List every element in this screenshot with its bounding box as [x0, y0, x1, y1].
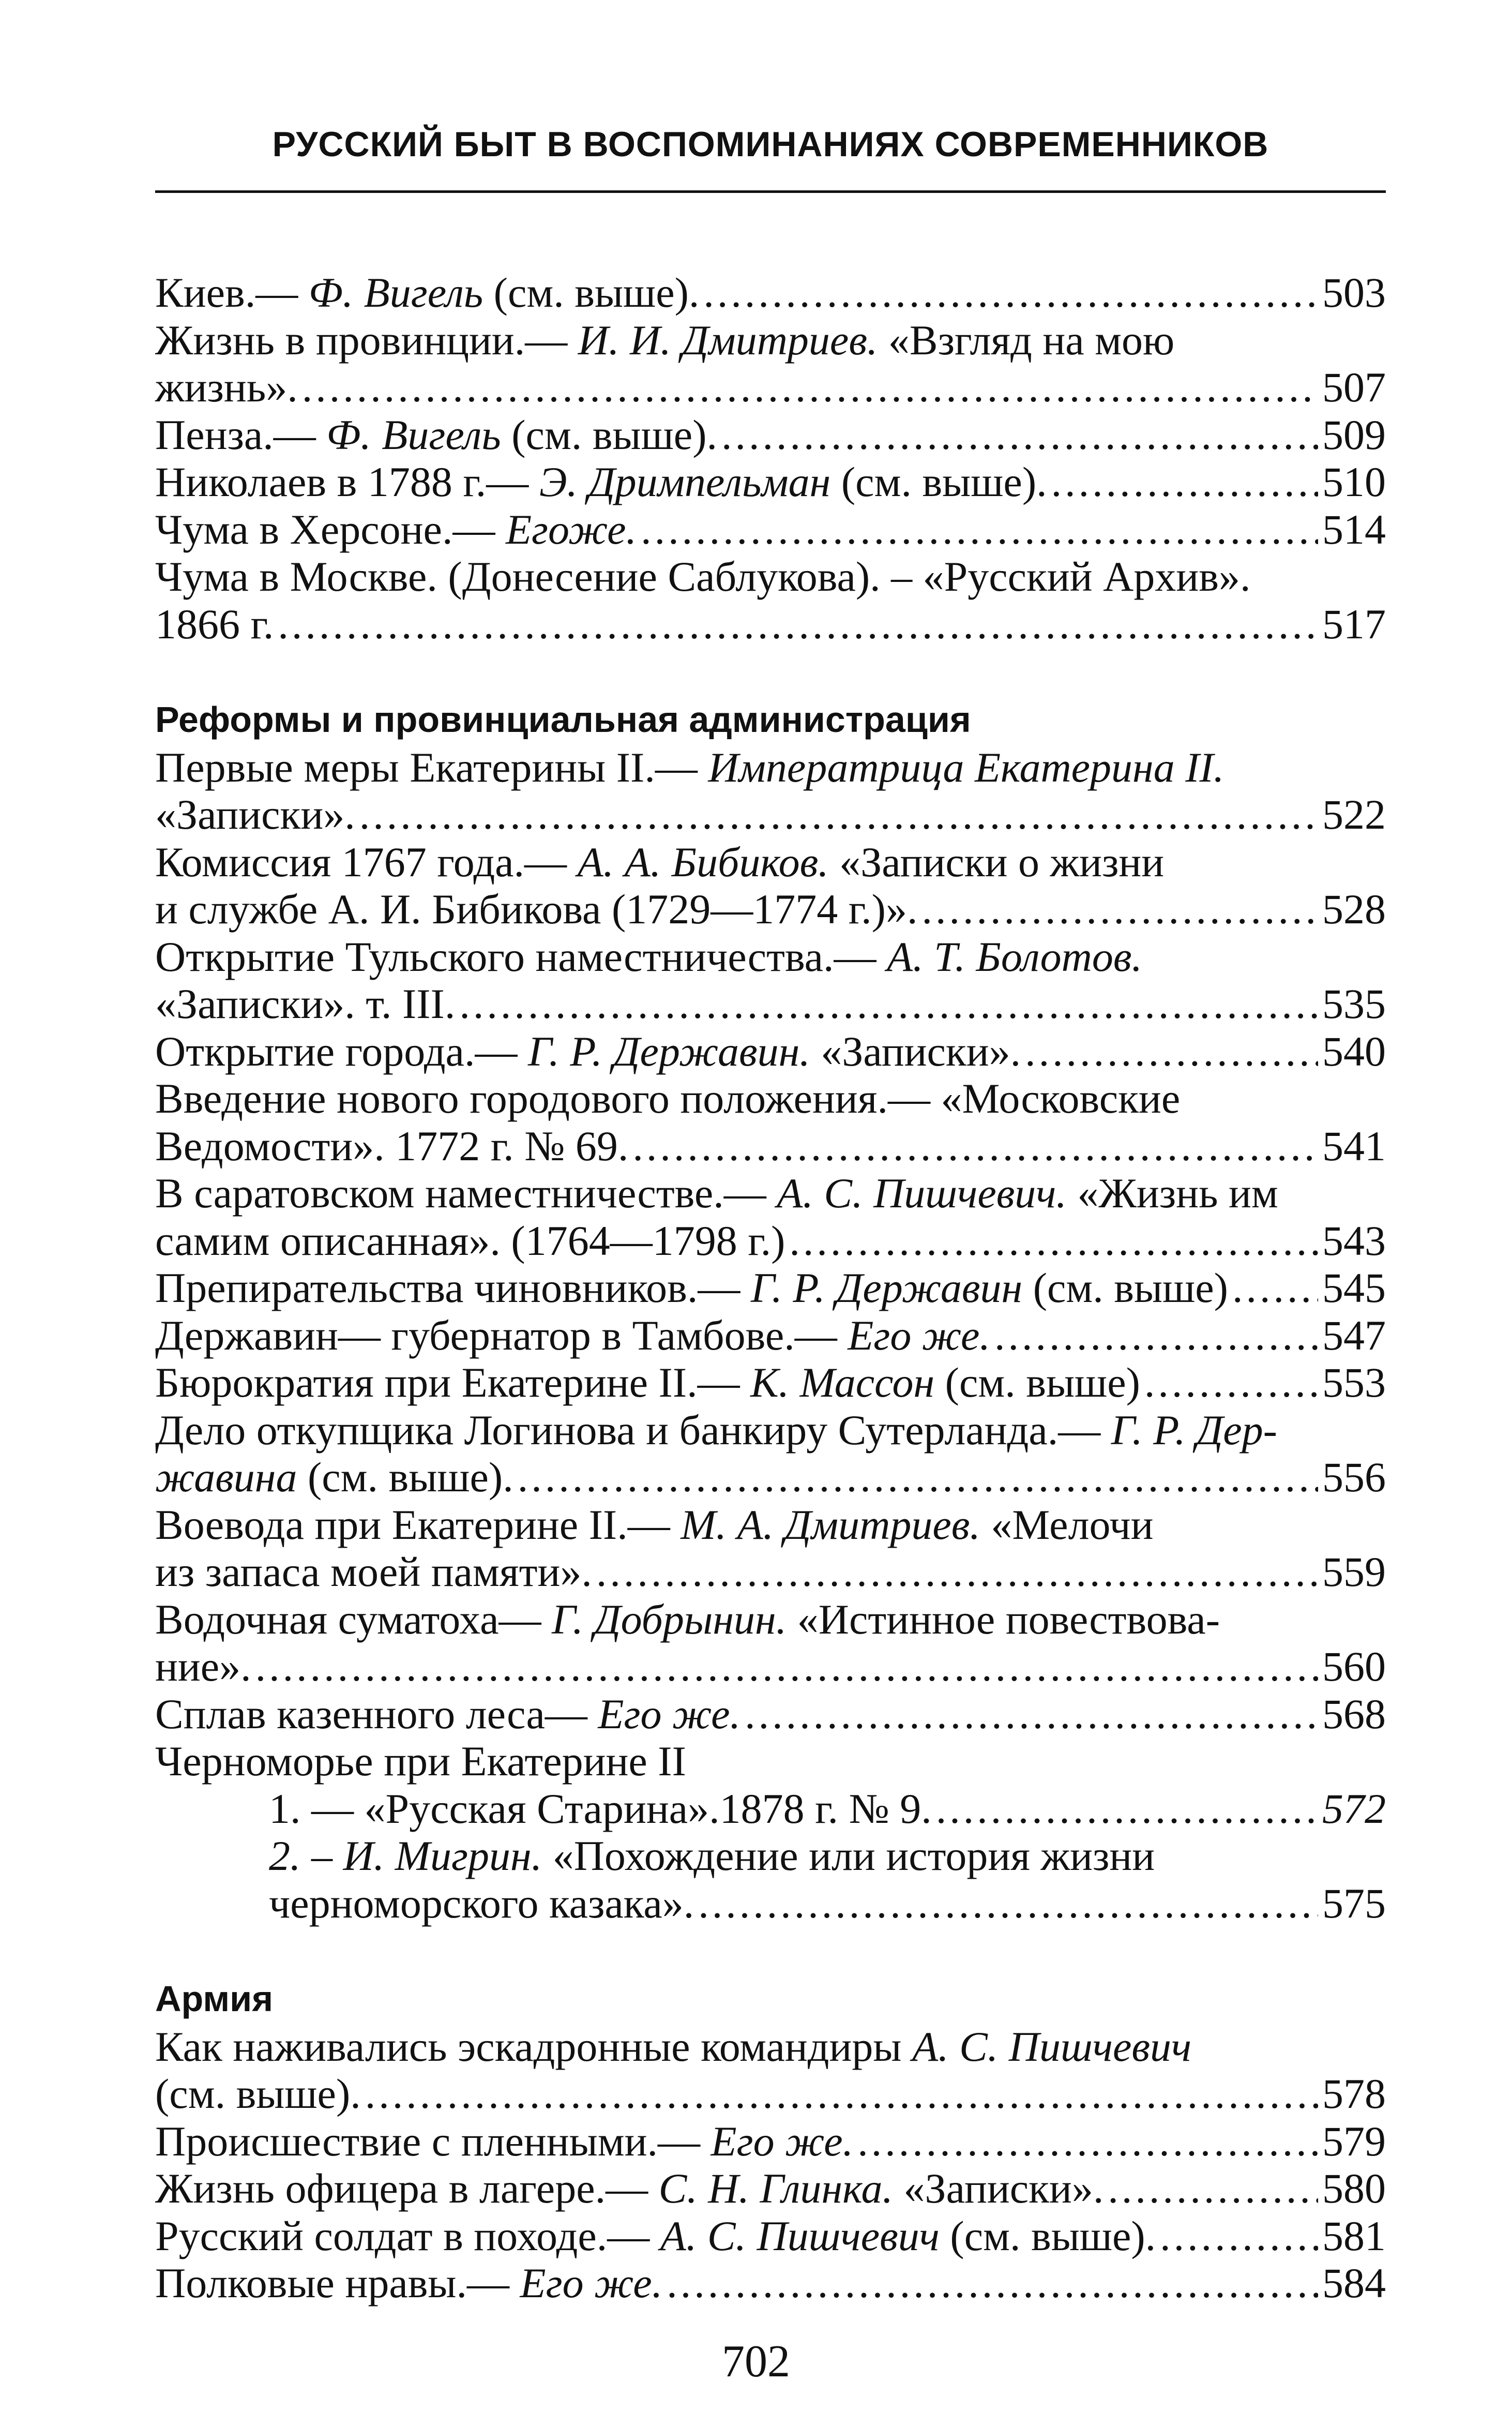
author-name: С. Н. Глинка.: [658, 2165, 894, 2212]
toc-entry: [155, 744, 1386, 838]
toc-entry: [155, 1596, 1386, 1690]
toc-line: [155, 1738, 1386, 1785]
entry-text: (см. выше).: [483, 269, 700, 316]
table-of-contents: [155, 269, 1386, 2307]
toc-line-text: [155, 980, 455, 1028]
dot-leader: [703, 269, 1318, 317]
toc-entry: [155, 2259, 1386, 2307]
author-name: Его же.: [520, 2259, 663, 2307]
entry-text: (см. выше): [1022, 1264, 1228, 1311]
toc-entry: [155, 933, 1386, 1028]
dot-leader: [278, 601, 1318, 648]
dot-leader: [1232, 1264, 1318, 1312]
author-name: Г. Р. Державин: [750, 1264, 1023, 1311]
toc-line-text: [155, 886, 917, 933]
toc-line: [155, 1690, 1386, 1738]
author-name: К. Массон: [750, 1359, 935, 1406]
header-rule: [155, 190, 1386, 193]
toc-line: [155, 1170, 1386, 1217]
entry-page-number: 535: [1322, 980, 1386, 1027]
author-name: А. А. Бибиков.: [577, 838, 829, 886]
entry-text: (см. выше): [934, 1359, 1140, 1406]
toc-line: [155, 1548, 1386, 1596]
toc-line: [155, 2212, 1386, 2260]
dot-leader: [596, 1548, 1318, 1596]
toc-line-text: [155, 838, 1164, 886]
toc-entry: [155, 2165, 1386, 2212]
author-name: 2. –: [269, 1832, 343, 1879]
toc-entry: [155, 838, 1386, 933]
toc-line: [155, 269, 1386, 317]
toc-line: [155, 886, 1386, 933]
toc-line-text: [155, 601, 274, 648]
entry-text: Воевода при Екатерине II.—: [155, 1501, 681, 1548]
entry-text: 1866 г.: [155, 600, 274, 648]
entry-page-number: 541: [1322, 1122, 1386, 1170]
author-name: Его же.: [710, 2117, 854, 2165]
toc-entry: [155, 1359, 1386, 1406]
author-name: Г. Р. Державин.: [527, 1027, 810, 1075]
toc-entry: [155, 1832, 1386, 1927]
dot-leader: [1025, 1028, 1318, 1075]
entry-page-number: 572: [1322, 1785, 1386, 1832]
author-name: А. С. Пишчевич: [912, 2023, 1192, 2070]
dot-leader: [641, 506, 1318, 553]
toc-line-text: [155, 1454, 513, 1501]
toc-line: [269, 1880, 1386, 1927]
toc-line: [155, 1075, 1386, 1122]
section-title: Реформы и провинциальная администрация: [155, 699, 971, 740]
toc-entry: [155, 1501, 1386, 1596]
entry-text: 1. — «Русская Старина».1878 г. № 9.: [269, 1785, 932, 1832]
toc-line-text: [155, 1075, 1180, 1122]
toc-entry: [155, 2212, 1386, 2260]
entry-text: (см. выше).: [501, 411, 717, 458]
toc-line-text: [155, 2070, 361, 2118]
entry-text: Чума в Москве. (Донесение Саблукова). – «Русский Архив».: [155, 553, 1251, 600]
toc-line: [155, 2070, 1386, 2118]
dot-leader: [459, 980, 1318, 1028]
toc-line: [155, 1312, 1386, 1359]
toc-line-text: [269, 1832, 1155, 1880]
author-name: Его же.: [848, 1311, 990, 1359]
toc-line-text: [155, 1170, 1278, 1217]
entry-text: Комиссия 1767 года.—: [155, 838, 578, 886]
toc-line-text: [155, 791, 355, 838]
toc-line-text: [155, 364, 298, 411]
entry-text: Открытие города.—: [155, 1027, 528, 1075]
toc-line: [155, 411, 1386, 459]
entry-text: Николаев в 1788 г.—: [155, 458, 539, 505]
toc-line: [269, 1832, 1386, 1880]
author-name: А. Т. Болотов.: [887, 933, 1142, 980]
toc-line: [155, 1454, 1386, 1501]
dot-leader: [789, 1217, 1318, 1265]
toc-line: [155, 553, 1386, 601]
toc-line-text: [155, 317, 1174, 364]
entry-page-number: 553: [1322, 1359, 1386, 1406]
entry-text: «Истинное повествова-: [787, 1595, 1220, 1643]
entry-text: Киев.—: [155, 269, 309, 316]
dot-leader: [921, 886, 1318, 933]
toc-entry: [155, 1170, 1386, 1264]
entry-page-number: 507: [1322, 364, 1386, 411]
dot-leader: [632, 1122, 1318, 1170]
entry-text: «Записки».: [155, 791, 355, 838]
entry-text: «Похождение или история жизни: [542, 1832, 1155, 1879]
author-name: А. С. Пишчевич: [660, 2212, 940, 2259]
toc-entry: [155, 411, 1386, 459]
entry-text: «Записки».: [810, 1027, 1021, 1075]
entry-page-number: 584: [1322, 2259, 1386, 2307]
toc-entry: [155, 506, 1386, 553]
author-name: И. Мигрин.: [343, 1832, 542, 1879]
toc-line: [155, 1643, 1386, 1690]
dot-leader: [936, 1785, 1318, 1833]
entry-page-number: 547: [1322, 1311, 1386, 1359]
toc-line: [155, 2259, 1386, 2307]
dot-leader: [994, 1312, 1318, 1359]
entry-page-number: 559: [1322, 1548, 1386, 1595]
toc-line-text: [155, 411, 717, 459]
toc-line: [155, 838, 1386, 886]
entry-page-number: 543: [1322, 1217, 1386, 1264]
entry-page-number: 578: [1322, 2070, 1386, 2117]
entry-page-number: 556: [1322, 1454, 1386, 1501]
toc-line: [155, 2165, 1386, 2212]
dot-leader: [1051, 458, 1318, 506]
entry-text: Жизнь в провинции.—: [155, 316, 578, 364]
entry-text: Чума в Херсоне.—: [155, 505, 506, 553]
dot-leader: [359, 791, 1318, 838]
toc-line: [155, 791, 1386, 838]
dot-leader: [1144, 1359, 1318, 1406]
toc-line: [155, 1217, 1386, 1265]
entry-text: (см. выше).: [939, 2212, 1156, 2259]
toc-line-text: [155, 1359, 1140, 1406]
entry-text: Ведомости». 1772 г. № 69.: [155, 1122, 629, 1170]
dot-leader: [1160, 2212, 1318, 2260]
toc-line: [155, 744, 1386, 791]
entry-text: «Записки». т. III.: [155, 980, 456, 1027]
entry-text: Жизнь офицера в лагере.—: [155, 2165, 659, 2212]
entry-text: самим описанная». (1764—1798 г.): [155, 1217, 785, 1264]
author-name: Императрица Екатерина II.: [708, 743, 1224, 791]
author-name: Г. Добрынин.: [552, 1595, 787, 1643]
entry-text: Бюрократия при Екатерине II.—: [155, 1359, 751, 1406]
toc-line-text: [269, 1880, 694, 1927]
entry-text: ние».: [155, 1643, 251, 1690]
toc-line-text: [155, 506, 637, 553]
author-name: Ф. Вигель: [308, 269, 483, 316]
entry-text: (см. выше).: [297, 1454, 513, 1501]
toc-line-text: [155, 1312, 990, 1359]
toc-entry: [155, 1028, 1386, 1075]
toc-entry: [155, 2118, 1386, 2165]
entry-text: (см. выше).: [830, 458, 1047, 505]
toc-line: [155, 1028, 1386, 1075]
toc-line: [155, 364, 1386, 411]
toc-line-text: [155, 1217, 785, 1265]
toc-line: [155, 980, 1386, 1028]
toc-line-text: [155, 269, 699, 317]
toc-entry: [155, 1312, 1386, 1359]
dot-leader: [857, 2118, 1318, 2165]
entry-text: из запаса моей памяти».: [155, 1548, 592, 1595]
entry-page-number: 579: [1322, 2117, 1386, 2165]
author-name: И. И. Дмитриев.: [578, 316, 878, 364]
entry-text: Происшествие с пленными.—: [155, 2117, 711, 2165]
toc-entry: [155, 553, 1386, 648]
entry-text: Сплав казенного леса—: [155, 1690, 598, 1738]
toc-line-text: [155, 1548, 592, 1596]
entry-text: «Записки».: [893, 2165, 1104, 2212]
toc-line: [155, 317, 1386, 364]
toc-line-text: [155, 553, 1250, 601]
entry-text: Полковые нравы.—: [155, 2259, 520, 2307]
toc-entry: [155, 1738, 1386, 1785]
section-title: Армия: [155, 1979, 274, 2019]
entry-page-number: 545: [1322, 1264, 1386, 1311]
author-name: А. С. Пишчевич.: [777, 1170, 1067, 1217]
toc-line-text: [155, 458, 1047, 506]
author-name: Его же.: [598, 1690, 741, 1738]
entry-text: В саратовском наместничестве.—: [155, 1170, 777, 1217]
toc-line: [269, 1785, 1386, 1833]
entry-page-number: 514: [1322, 505, 1386, 553]
toc-line-text: [155, 2165, 1103, 2212]
dot-leader: [255, 1643, 1318, 1690]
toc-line-text: [155, 1643, 251, 1690]
toc-line-text: [155, 2212, 1156, 2260]
entry-page-number: 528: [1322, 886, 1386, 933]
toc-line-text: [155, 1690, 740, 1738]
toc-line: [155, 458, 1386, 506]
toc-line-text: [155, 1738, 686, 1785]
entry-page-number: 575: [1322, 1879, 1386, 1927]
toc-line: [155, 1596, 1386, 1643]
toc-entry: [155, 1406, 1386, 1501]
toc-entry: [155, 458, 1386, 506]
entry-text: «Взгляд на мою: [878, 316, 1175, 364]
author-name: Ф. Вигель: [326, 411, 501, 458]
entry-page-number: 522: [1322, 791, 1386, 838]
author-name: Егоже.: [505, 505, 637, 553]
toc-line: [155, 1359, 1386, 1406]
toc-entry: [155, 317, 1386, 411]
entry-text: «Мелочи: [980, 1501, 1154, 1548]
toc-line-text: [155, 1122, 628, 1170]
entry-text: (см. выше).: [155, 2070, 361, 2117]
toc-entry: [155, 1264, 1386, 1312]
toc-line: [155, 2023, 1386, 2071]
entry-text: Водочная суматоха—: [155, 1595, 552, 1643]
toc-entry: [155, 1690, 1386, 1738]
entry-text: Пенза.—: [155, 411, 327, 458]
entry-text: Державин— губернатор в Тамбове.—: [155, 1311, 848, 1359]
toc-line-text: [155, 1406, 1277, 1454]
dot-leader: [721, 411, 1318, 459]
author-name: Г. Р. Дер-: [1111, 1406, 1277, 1454]
toc-entry: [155, 1785, 1386, 1833]
entry-page-number: 509: [1322, 411, 1386, 458]
dot-leader: [745, 1690, 1318, 1738]
dot-leader: [365, 2070, 1318, 2118]
entry-text: жизнь».: [155, 364, 298, 411]
toc-line-text: [269, 1785, 932, 1833]
entry-text: Русский солдат в походе.—: [155, 2212, 660, 2259]
running-header: РУССКИЙ БЫТ В ВОСПОМИНАНИЯХ СОВРЕМЕННИКОВ: [272, 125, 1269, 164]
entry-text: Открытие Тульского наместничества.—: [155, 933, 887, 980]
entry-text: «Жизнь им: [1066, 1170, 1278, 1217]
entry-page-number: 540: [1322, 1027, 1386, 1075]
toc-line-text: [155, 2023, 1191, 2071]
dot-leader: [667, 2259, 1318, 2307]
entry-page-number: 568: [1322, 1690, 1386, 1738]
toc-line: [155, 933, 1386, 981]
author-name: М. А. Дмитриев.: [681, 1501, 980, 1548]
toc-entry: [155, 1075, 1386, 1170]
entry-page-number: 580: [1322, 2165, 1386, 2212]
author-name: жавина: [155, 1454, 297, 1501]
toc-line: [155, 1122, 1386, 1170]
toc-entry: [155, 269, 1386, 317]
entry-page-number: 581: [1322, 2212, 1386, 2259]
entry-text: Как наживались эскадронные командиры: [155, 2023, 912, 2070]
toc-line-text: [155, 744, 1224, 791]
toc-line: [155, 1264, 1386, 1312]
entry-page-number: 560: [1322, 1643, 1386, 1690]
entry-page-number: 517: [1322, 600, 1386, 648]
entry-page-number: 503: [1322, 269, 1386, 316]
toc-line-text: [155, 2118, 853, 2165]
entry-page-number: 510: [1322, 458, 1386, 505]
toc-line-text: [155, 933, 1142, 981]
toc-line-text: [155, 1028, 1021, 1075]
author-name: Э. Дримпельман: [539, 458, 831, 505]
toc-line-text: [155, 2259, 662, 2307]
entry-text: Дело откупщика Логинова и банкиру Сутерланда.—: [155, 1406, 1111, 1454]
toc-line: [155, 2118, 1386, 2165]
entry-text: Черноморье при Екатерине II: [155, 1738, 686, 1785]
dot-leader: [302, 364, 1318, 411]
toc-line-text: [155, 1501, 1154, 1549]
toc-line: [155, 1406, 1386, 1454]
entry-text: и службе А. И. Бибикова (1729—1774 г.)».: [155, 886, 918, 933]
toc-line-text: [155, 1264, 1228, 1312]
dot-leader: [1108, 2165, 1318, 2212]
page-number: 702: [722, 2337, 790, 2387]
toc-line: [155, 1501, 1386, 1549]
entry-text: Первые меры Екатерины II.—: [155, 743, 708, 791]
dot-leader: [698, 1880, 1318, 1927]
toc-line-text: [155, 1596, 1220, 1643]
entry-text: черноморского казака».: [269, 1879, 694, 1927]
dot-leader: [518, 1454, 1318, 1501]
toc-line: [155, 601, 1386, 648]
entry-text: Введение нового городового положения.— «Московские: [155, 1075, 1181, 1122]
toc-entry: [155, 2023, 1386, 2118]
entry-text: «Записки о жизни: [828, 838, 1165, 886]
toc-line: [155, 506, 1386, 553]
entry-text: Препирательства чиновников.—: [155, 1264, 751, 1311]
